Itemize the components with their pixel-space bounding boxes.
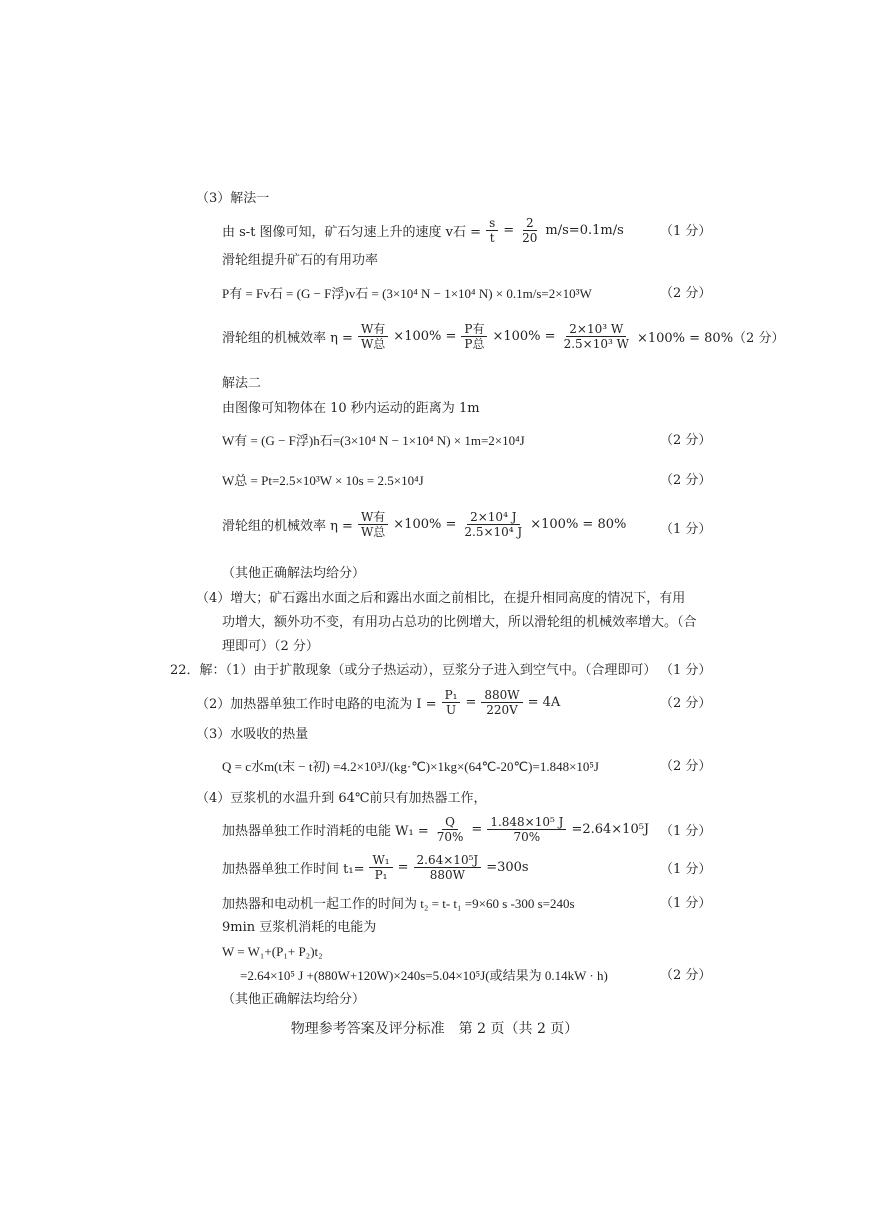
m2-efficiency-line — [222, 510, 626, 539]
current-result: = 4A — [527, 695, 561, 710]
frac-den: 2.5×10³ W — [563, 337, 629, 351]
score: （1 分） — [660, 824, 712, 839]
score: （2 分） — [660, 473, 712, 488]
score: （2 分） — [660, 759, 712, 774]
m2-heading: 解法二 — [222, 376, 262, 391]
frac-num: 2×10³ W — [566, 322, 626, 337]
equals-sign: = — [503, 223, 515, 238]
other-methods-note: （其他正确解法均给分） — [222, 566, 366, 581]
frac-num: P₁ — [442, 688, 461, 703]
score: （2 分） — [660, 433, 712, 448]
frac-num: W有 — [358, 322, 388, 337]
q22-other-note: （其他正确解法均给分） — [222, 992, 366, 1007]
times-100: ×100% = — [393, 329, 457, 344]
fraction — [369, 853, 392, 882]
frac-num: W₁ — [369, 853, 392, 868]
m1-useful-power-eq: P有 = Fv石 = (G − F浮)v石 = (3×10⁴ N − 1×10⁴ N) × 0.1m/s=2×10³W — [222, 286, 592, 301]
frac-den: P总 — [464, 337, 485, 351]
m1-velocity-text: 由 s-t 图像可知，矿石匀速上升的速度 v石 = — [222, 225, 482, 240]
score: （1 分） — [660, 663, 712, 678]
energy-text: 加热器单独工作时消耗的电能 W₁ = — [222, 824, 429, 839]
score: （1 分） — [660, 862, 712, 877]
frac-num: 2 — [523, 216, 537, 231]
frac-num: W有 — [358, 510, 388, 525]
m2-total-work: W总 = Pt=2.5×10³W × 10s = 2.5×10⁴J — [222, 473, 424, 488]
part3-heading: （3）解法一 — [196, 191, 270, 206]
part4-line2: 功增大，额外功不变，有用功占总功的比例增大，所以滑轮组的机械效率增大。（合 — [222, 615, 697, 630]
q22-total-energy-result: =2.64×10⁵ J +(880W+120W)×240s=5.04×10⁵J(或结果为 0.14kW · h) — [240, 968, 608, 983]
frac-den: P₁ — [374, 868, 388, 882]
equals-sign: = — [471, 822, 483, 837]
m1-efficiency-line — [222, 322, 784, 351]
q22-energy-line — [222, 815, 649, 844]
fraction-2-over-20 — [519, 216, 540, 245]
m1-velocity-line — [222, 216, 624, 245]
score: （2 分） — [660, 968, 712, 983]
frac-den: 220V — [486, 703, 518, 717]
frac-num: 2.64×10⁵J — [414, 853, 482, 868]
times-100: ×100% = — [393, 517, 457, 532]
m2-distance: 由图像可知物体在 10 秒内运动的距离为 1m — [222, 401, 480, 416]
frac-den: W总 — [360, 525, 386, 539]
frac-den: W总 — [360, 337, 386, 351]
efficiency-text: 滑轮组的机械效率 η = — [222, 331, 353, 346]
score: （2 分） — [660, 286, 712, 301]
q22-joint-time: 加热器和电动机一起工作的时间为 t₂ = t- t₁ =9×60 s -300 s=240s — [222, 896, 575, 911]
fraction — [481, 688, 522, 717]
q22-heat-eq: Q = c水m(t末 − t初) =4.2×10³J/(kg·℃)×1kg×(64℃-20℃)=1.848×10⁵J — [222, 759, 599, 774]
times-100: ×100% = — [492, 329, 556, 344]
q22-part4-intro: （4）豆浆机的水温升到 64℃前只有加热器工作， — [196, 791, 487, 806]
fraction — [414, 853, 482, 882]
equals-sign: = — [465, 695, 477, 710]
time-text: 加热器单独工作时间 t₁= — [222, 862, 365, 877]
q22-total-energy-label: 9min 豆浆机消耗的电能为 — [222, 920, 377, 935]
frac-num: 2×10⁴ J — [467, 510, 519, 525]
q22-total-energy-formula: W = W₁+(P₁+ P₂)t₂ — [222, 944, 323, 959]
m1-useful-power-label: 滑轮组提升矿石的有用功率 — [222, 253, 379, 268]
efficiency-text: 滑轮组的机械效率 η = — [222, 519, 353, 534]
fraction — [434, 815, 467, 844]
frac-den: 70% — [513, 830, 541, 844]
q22-time-line — [222, 853, 529, 882]
page-footer: 物理参考答案及评分标准 第 2 页（共 2 页） — [290, 1021, 579, 1037]
frac-num: 1.848×10⁵ J — [487, 815, 566, 830]
frac-den: 2.5×10⁴ J — [464, 525, 523, 539]
efficiency-result: ×100% = 80%（2 分） — [636, 331, 785, 346]
fraction — [442, 688, 461, 717]
frac-den: t — [489, 231, 495, 245]
fraction — [358, 510, 388, 539]
fraction — [461, 510, 525, 539]
part4-line3: 理即可）（2 分） — [222, 639, 319, 654]
q22-current-line — [196, 688, 560, 717]
fraction — [461, 322, 487, 351]
time-result: =300s — [486, 860, 529, 875]
frac-num: Q — [442, 815, 458, 830]
frac-num: 880W — [481, 688, 522, 703]
frac-den: 880W — [429, 868, 465, 882]
fraction-s-over-t — [486, 216, 498, 245]
part4-line1: （4）增大；矿石露出水面之后和露出水面之前相比，在提升相同高度的情况下，有用 — [196, 591, 686, 606]
fraction — [487, 815, 566, 844]
fraction — [358, 322, 388, 351]
m2-useful-work: W有 = (G − F浮)h石=(3×10⁴ N − 1×10⁴ N) × 1m=2×10⁴J — [222, 433, 525, 448]
score: （1 分） — [660, 224, 712, 239]
velocity-result: m/s=0.1m/s — [545, 223, 624, 238]
q22-heat-label: （3）水吸收的热量 — [196, 727, 309, 742]
energy-result: =2.64×10⁵J — [571, 822, 650, 837]
score: （2 分） — [660, 696, 712, 711]
frac-den: 70% — [436, 830, 464, 844]
fraction — [561, 322, 632, 351]
frac-den: U — [445, 703, 457, 717]
current-text: （2）加热器单独工作时电路的电流为 I = — [196, 697, 437, 712]
frac-num: P有 — [461, 322, 487, 337]
frac-num: s — [486, 216, 498, 231]
score: （1 分） — [660, 522, 712, 537]
score: （1 分） — [660, 896, 712, 911]
efficiency-result: ×100% = 80% — [530, 517, 627, 532]
frac-den: 20 — [522, 231, 538, 245]
q22-line1: 22．解：（1）由于扩散现象（或分子热运动），豆浆分子进入到空气中。（合理即可） — [170, 663, 657, 678]
equals-sign: = — [397, 860, 409, 875]
